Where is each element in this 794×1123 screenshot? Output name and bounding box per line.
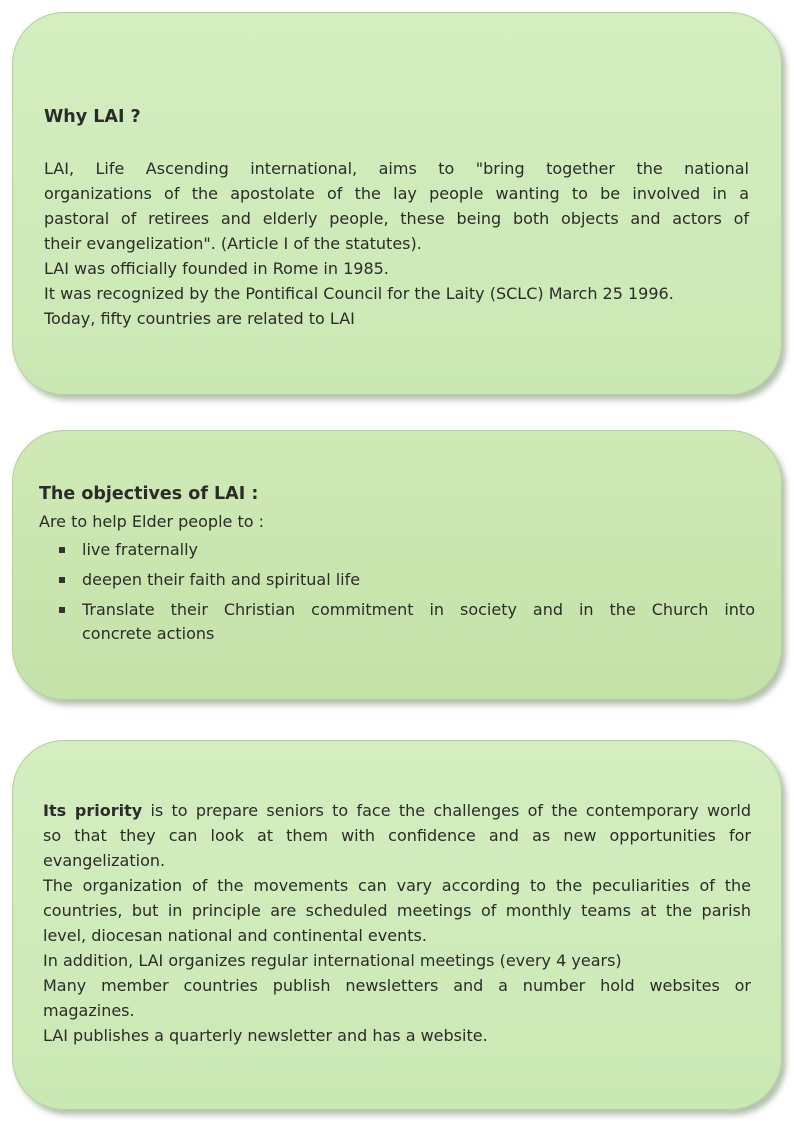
square-bullet-icon (59, 547, 65, 553)
list-item-text-continued: concrete actions (82, 624, 215, 643)
objectives-card (12, 430, 782, 700)
priority-line: magazines. (43, 1001, 135, 1020)
square-bullet-icon (59, 607, 65, 613)
priority-card (12, 740, 782, 1110)
list-item (39, 538, 755, 562)
objectives-intro: Are to help Elder people to : (39, 512, 264, 531)
why-lai-title: Why LAI ? (44, 107, 141, 127)
why-lai-line: LAI, Life Ascending international, aims to "bring together the national (44, 159, 749, 178)
priority-line: The organization of the movements can vary according to the peculiarities of the (43, 876, 751, 895)
why-lai-paragraph (44, 156, 749, 331)
priority-line: Many member countries publish newsletters and a number hold websites or (43, 976, 751, 995)
why-lai-card (12, 12, 782, 395)
priority-paragraph (43, 798, 751, 1048)
objectives-list (39, 538, 755, 646)
why-lai-line: organizations of the apostolate of the lay people wanting to be involved in a (44, 184, 749, 203)
priority-line: In addition, LAI organizes regular international meetings (every 4 years) (43, 951, 622, 970)
priority-line: LAI publishes a quarterly newsletter and has a website. (43, 1026, 488, 1045)
why-lai-line: pastoral of retirees and elderly people, these being both objects and actors of (44, 209, 749, 228)
list-item-text: Translate their Christian commitment in society and in the Church into (82, 600, 755, 619)
founded-line: LAI was officially founded in Rome in 1985. (44, 259, 389, 278)
objectives-title: The objectives of LAI : (39, 484, 259, 504)
priority-line-text: is to prepare seniors to face the challenges of the contemporary world (142, 801, 752, 820)
priority-line: evangelization. (43, 851, 166, 870)
priority-lead: Its priority (43, 801, 143, 820)
priority-line (43, 798, 751, 823)
recognized-line: It was recognized by the Pontifical Council for the Laity (SCLC) March 25 1996. (44, 284, 674, 303)
why-lai-line: their evangelization". (Article I of the statutes). (44, 234, 422, 253)
list-item (39, 568, 755, 592)
list-item-text: deepen their faith and spiritual life (82, 570, 361, 589)
today-line: Today, fifty countries are related to LAI (44, 309, 355, 328)
list-item-text: live fraternally (82, 540, 199, 559)
priority-line: level, diocesan national and continental events. (43, 926, 427, 945)
list-item (39, 598, 755, 646)
square-bullet-icon (59, 577, 65, 583)
priority-line: countries, but in principle are scheduled meetings of monthly teams at the parish (43, 901, 751, 920)
priority-line: so that they can look at them with confidence and as new opportunities for (43, 826, 751, 845)
